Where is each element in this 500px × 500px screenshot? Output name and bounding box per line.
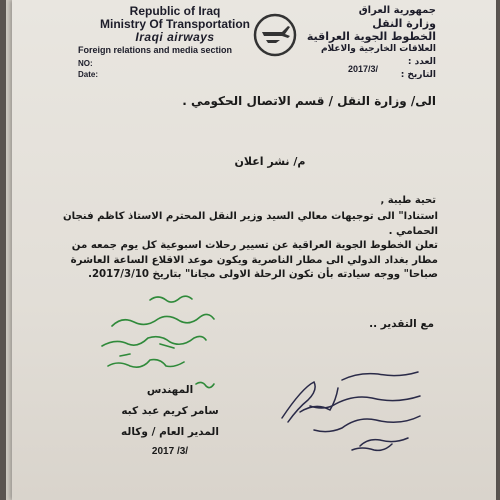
letterhead-en-section: Foreign relations and media section — [78, 45, 233, 55]
body-paragraph-2: تعلن الخطوط الجوية العراقية عن تسيير رحلات اسبوعية كل يوم جمعه من مطار بغداد الدولي الى مطار الناصرية ويكون موعد الاقلاع الساعة العاشرة صباحا" ووجه سيادته بأن تكون الرحلة الاولى مجانا" بتاريخ 2017/3/10. — [70, 240, 438, 281]
blue-handwritten-note-icon — [310, 372, 420, 450]
closing-line: مع التقدير .. — [369, 318, 434, 330]
letterhead-ar-ministry: وزارة النقل — [372, 17, 436, 30]
letterhead-ar-country: جمهورية العراق — [358, 5, 436, 16]
signature-scribble-icon — [282, 382, 338, 422]
letterhead-ar-no-label: العدد : — [407, 57, 436, 67]
letterhead-ar-airline: الخطوط الجوية العراقية — [306, 30, 436, 43]
letterhead-ar-date-label: التاريخ : — [400, 70, 436, 80]
greeting-line: تحية طيبة , — [380, 195, 436, 206]
subject-line: م/ نشر اعلان — [234, 155, 306, 168]
letterhead-en-country: Republic of Iraq — [129, 4, 221, 18]
letterhead-en-airline: Iraqi airways — [135, 30, 215, 44]
signatory-role: المدير العام / وكاله — [121, 426, 219, 438]
green-handwritten-note-icon — [102, 296, 214, 387]
letterhead-en-ministry: Ministry Of Transportation — [100, 17, 251, 31]
signatory-name: سامر كريم عبد كبه — [121, 405, 219, 417]
signature-date: 2017 /3/ — [151, 446, 189, 457]
body-paragraph-1: استنادا" الى توجيهات معالي السيد وزير النقل المحترم الاستاذ كاظم فنجان الحمامي . — [62, 211, 438, 237]
recipient-line: الى/ وزارة النقل / قسم الاتصال الحكومي . — [182, 94, 436, 108]
letterhead-ar-section: العلاقات الخارجية والاعلام — [320, 44, 436, 54]
signatory-title: المهندس — [146, 384, 194, 396]
letterhead-en-no-label: NO: — [78, 59, 93, 68]
letterhead-en-date-label: Date: — [78, 70, 99, 79]
letterhead-date-value: 2017/3/ — [348, 64, 379, 74]
